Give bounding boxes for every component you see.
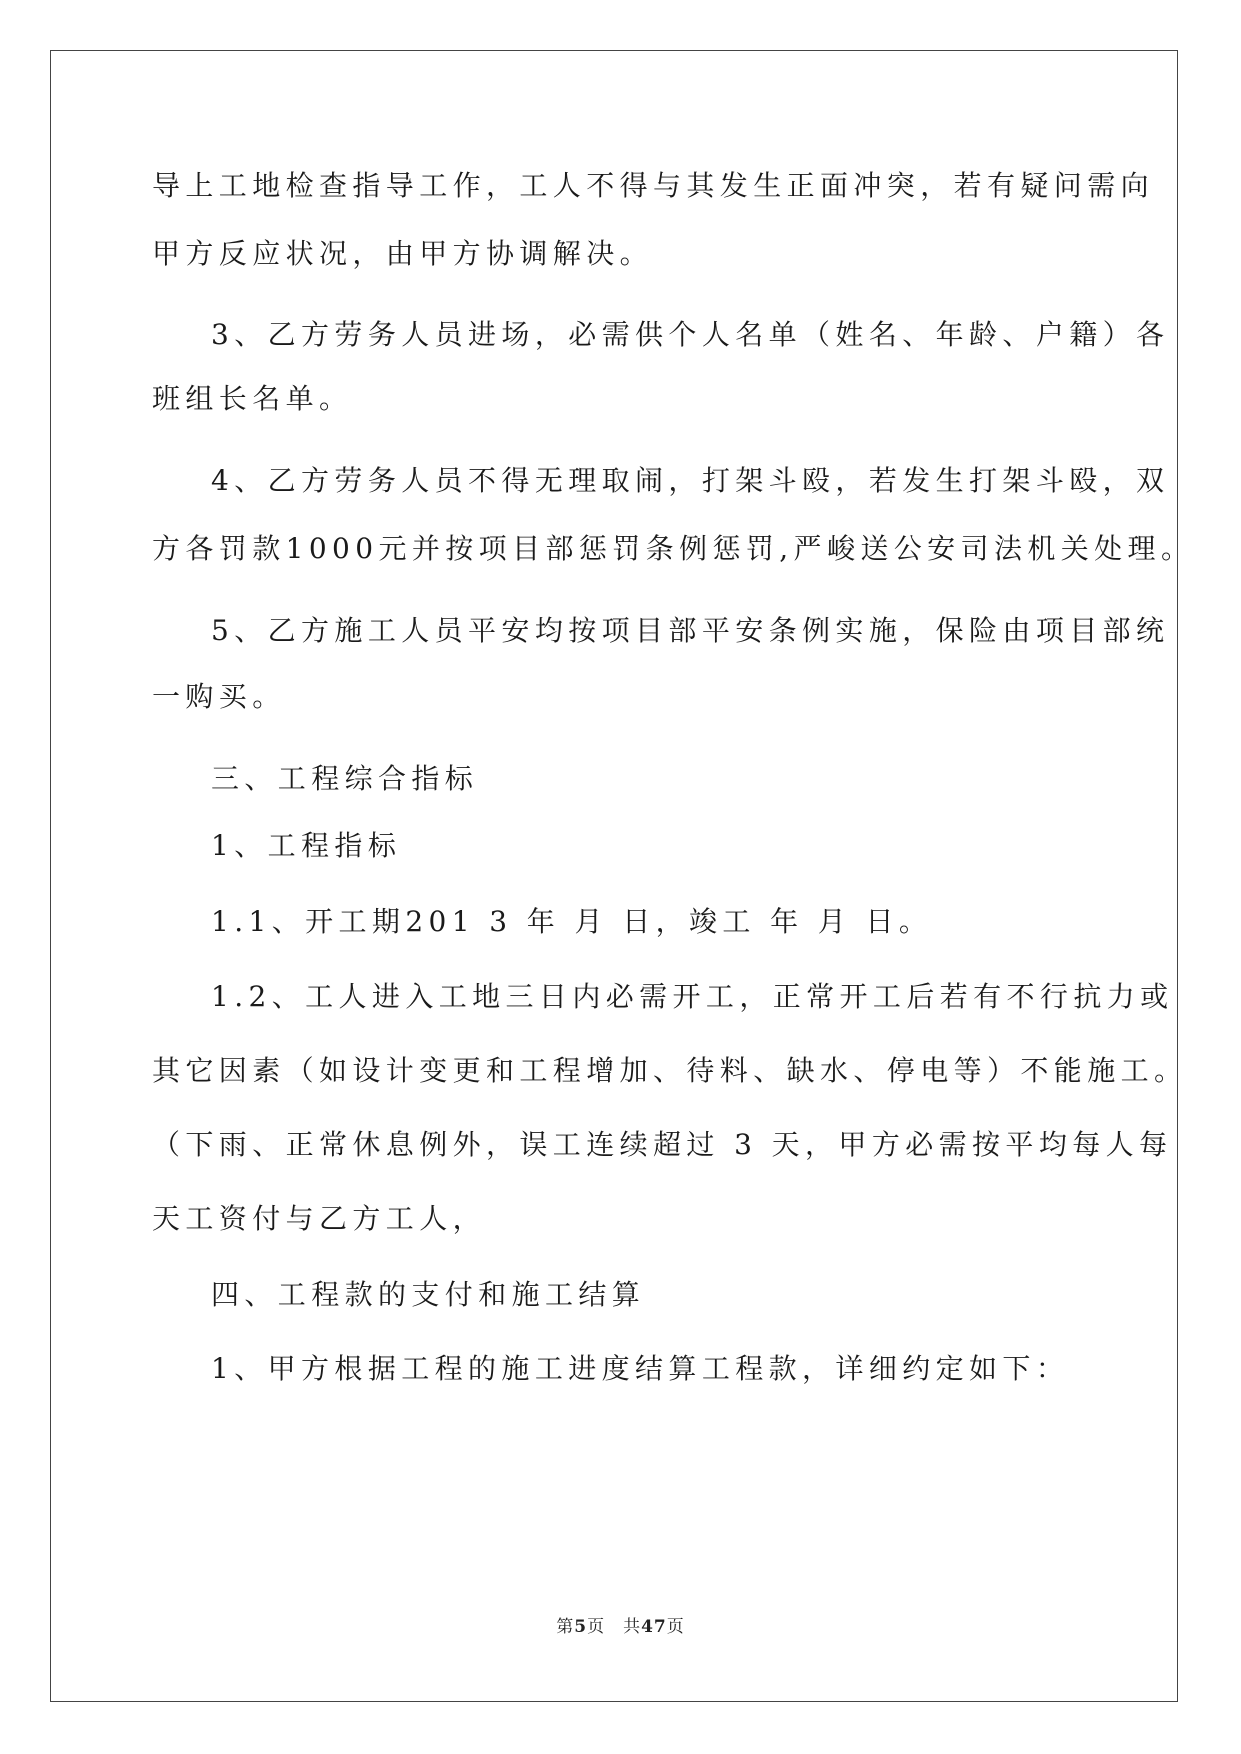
text-line: 1.2、工人进入工地三日内必需开工，正常开工后若有不行抗力或 — [211, 980, 1174, 1013]
text-line: 1、甲方根据工程的施工进度结算工程款，详细约定如下： — [211, 1352, 1070, 1385]
text-line: 一购买。 — [152, 680, 286, 713]
footer-total-prefix: 共 — [623, 1617, 642, 1637]
text-line: 5、乙方施工人员平安均按项目部平安条例实施，保险由项目部统 — [211, 614, 1170, 647]
text-line: （下雨、正常休息例外，误工连续超过 3 天，甲方必需按平均每人每 — [152, 1128, 1173, 1161]
text-line: 导上工地检查指导工作，工人不得与其发生正面冲突，若有疑问需向 — [152, 169, 1155, 202]
text-line: 其它因素（如设计变更和工程增加、待料、缺水、停电等）不能施工。 — [152, 1054, 1188, 1087]
section-heading: 三、工程综合指标 — [211, 762, 479, 795]
page-footer — [0, 1612, 1241, 1637]
text-line: 3、乙方劳务人员进场，必需供个人名单（姓名、年龄、户籍）各 — [211, 318, 1170, 351]
footer-total-unit: 页 — [666, 1617, 685, 1637]
footer-page-unit: 页 — [587, 1617, 606, 1637]
text-line: 班组长名单。 — [152, 382, 353, 415]
footer-prefix: 第 — [556, 1617, 575, 1637]
total-pages-number: 47 — [641, 1617, 667, 1637]
text-line: 4、乙方劳务人员不得无理取闹，打架斗殴，若发生打架斗殴，双 — [211, 464, 1170, 497]
text-line: 天工资付与乙方工人， — [152, 1202, 487, 1235]
page-border — [50, 50, 1178, 1702]
current-page-number: 5 — [574, 1617, 588, 1637]
text-line: 方各罚款1000元并按项目部惩罚条例惩罚,严峻送公安司法机关处理。 — [152, 532, 1195, 565]
subsection-heading: 1、工程指标 — [211, 829, 402, 862]
text-line: 1.1、开工期201 3 年 月 日，竣工 年 月 日。 — [211, 905, 933, 938]
section-heading: 四、工程款的支付和施工结算 — [211, 1278, 646, 1311]
text-line: 甲方反应状况，由甲方协调解决。 — [152, 237, 654, 270]
